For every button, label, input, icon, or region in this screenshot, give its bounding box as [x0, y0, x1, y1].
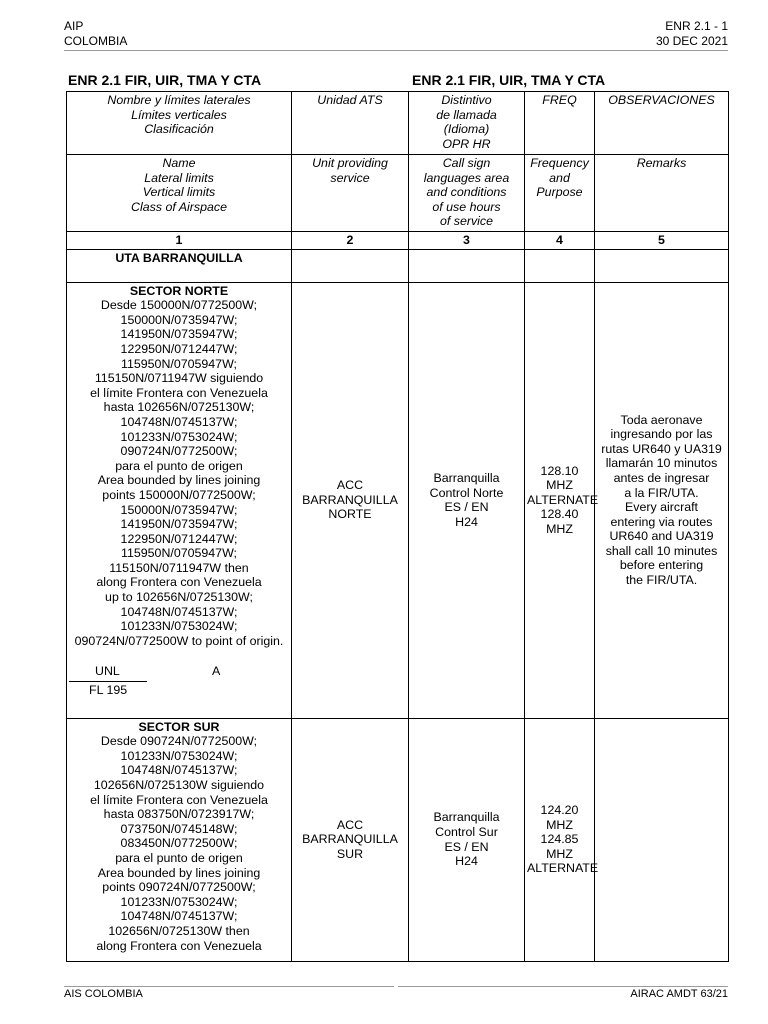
remarks-cell: [595, 718, 729, 961]
text-line: 124.20: [540, 803, 579, 818]
text-line: Class of Airspace: [131, 199, 227, 214]
text-line: Límites verticales: [131, 107, 227, 122]
text-line: 104748N/0745137W;: [120, 909, 238, 924]
header-en-col5: [595, 155, 729, 232]
text-line: BARRANQUILLA: [302, 492, 398, 507]
column-number: 4: [525, 232, 595, 250]
text-line: of service: [439, 214, 494, 229]
country-name: COLOMBIA: [64, 34, 128, 48]
footer-publisher: AIS COLOMBIA: [64, 988, 143, 1000]
text-line: Barranquilla: [433, 470, 500, 485]
text-line: 073750N/0745148W;: [120, 821, 238, 836]
header-en-col2: [292, 155, 409, 232]
header-divider: [64, 50, 728, 51]
text-line: Area bounded by lines joining: [97, 473, 261, 488]
text-line: Control Norte: [429, 485, 504, 500]
page-header-left: [64, 19, 127, 49]
text-line: entering via routes: [610, 514, 713, 529]
text-line: SUR: [336, 846, 364, 861]
empty-cell: [525, 249, 595, 282]
text-line: 122950N/0712447W;: [120, 531, 238, 546]
text-line: 102656N/0725130W then: [108, 923, 250, 938]
text-line: 102656N/0725130W siguiendo: [93, 777, 265, 792]
upper-limit: UNL: [95, 664, 120, 679]
header-row-english: [67, 155, 729, 232]
footer-amendment: AIRAC AMDT 63/21: [630, 988, 728, 1000]
uta-row: [67, 249, 729, 282]
header-es-col3: [409, 92, 525, 155]
unit-cell: [292, 718, 409, 961]
text-line: Clasificación: [144, 122, 214, 137]
table-row-sector-sur: [67, 718, 729, 961]
text-line: languages area: [423, 170, 510, 185]
text-line: the FIR/UTA.: [625, 573, 698, 588]
page-header-right: [656, 19, 728, 49]
text-line: Remarks: [636, 156, 687, 170]
text-line: 101233N/0753024W;: [120, 894, 238, 909]
text-line: Frequency: [530, 156, 589, 170]
text-line: 150000N/0735947W;: [120, 502, 238, 517]
text-line: Nombre y límites laterales: [107, 93, 251, 107]
text-line: ALTERNATE: [527, 861, 599, 876]
text-line: 128.10: [540, 463, 579, 478]
callsign-cell: [409, 282, 525, 718]
text-line: Area bounded by lines joining: [97, 865, 261, 880]
text-line: and conditions: [426, 185, 507, 200]
text-line: along Frontera con Venezuela: [96, 575, 262, 590]
header-es-col1: [67, 92, 292, 155]
airspace-table: [66, 91, 729, 962]
header-row-spanish: [67, 92, 729, 155]
text-line: Control Sur: [435, 825, 498, 839]
text-line: and: [549, 170, 570, 185]
text-line: 115950N/0705947W;: [121, 546, 237, 561]
header-en-col1: [67, 155, 292, 232]
text-line: up to 102656N/0725130W;: [105, 590, 253, 605]
text-line: 090724N/0772500W to point of origin.: [74, 633, 284, 648]
empty-cell: [595, 249, 729, 282]
text-line: para el punto de origen: [115, 850, 243, 865]
footer-divider-left: [64, 986, 394, 987]
text-line: 090724N/0772500W;: [120, 444, 238, 459]
text-line: ingresando por las: [610, 427, 713, 442]
text-line: UR640 and UA319: [609, 529, 714, 544]
lower-limit: FL 195: [89, 683, 128, 698]
text-line: of use hours: [432, 199, 501, 214]
text-line: along Frontera con Venezuela: [96, 938, 262, 953]
text-line: 122950N/0712447W;: [120, 341, 238, 356]
sector-title: SECTOR SUR: [138, 719, 220, 734]
header-es-col4: [525, 92, 595, 155]
text-line: MHZ: [546, 846, 573, 861]
text-line: 128.40: [540, 507, 579, 522]
text-line: 104748N/0745137W;: [120, 763, 238, 778]
text-line: Desde 090724N/0772500W;: [100, 734, 258, 749]
publication-name: AIP: [64, 19, 84, 33]
header-en-col3: [409, 155, 525, 232]
text-line: ACC: [336, 817, 364, 832]
empty-cell: [292, 249, 409, 282]
text-line: points 150000N/0772500W;: [102, 487, 256, 502]
text-line: Distintivo: [441, 93, 492, 107]
footer-divider-right: [398, 986, 728, 987]
text-line: FREQ: [542, 93, 577, 107]
text-line: OBSERVACIONES: [608, 93, 715, 107]
text-line: 150000N/0735947W;: [120, 312, 238, 327]
text-line: Vertical limits: [142, 185, 216, 200]
frequency-cell: [525, 718, 599, 961]
column-number: 5: [595, 232, 729, 250]
header-es-col5: [595, 92, 729, 155]
text-line: para el punto de origen: [115, 458, 243, 473]
text-line: 141950N/0735947W;: [120, 517, 238, 532]
section-title-left: ENR 2.1 FIR, UIR, TMA Y CTA: [68, 72, 262, 88]
text-line: 104748N/0745137W;: [120, 414, 238, 429]
limit-divider-line: [69, 681, 147, 682]
text-line: llamarán 10 minutos: [605, 456, 718, 471]
unit-cell: [292, 282, 409, 718]
text-line: hasta 083750N/0723917W;: [103, 807, 255, 822]
text-line: MHZ: [546, 817, 573, 832]
text-line: Desde 150000N/0772500W;: [100, 298, 258, 313]
table-row-sector-norte: [67, 282, 729, 718]
text-line: ACC: [336, 478, 364, 493]
text-line: MHZ: [546, 521, 573, 536]
text-line: Barranquilla: [433, 810, 500, 825]
text-line: shall call 10 minutes: [605, 543, 718, 558]
text-line: H24: [455, 854, 478, 869]
text-line: Unit providing: [312, 156, 388, 170]
airspace-class: A: [212, 664, 221, 679]
text-line: ES / EN: [444, 839, 489, 854]
text-line: 115950N/0705947W;: [121, 356, 237, 371]
text-line: 101233N/0753024W;: [120, 748, 238, 763]
section-title-right: ENR 2.1 FIR, UIR, TMA Y CTA: [412, 72, 606, 88]
text-line: 115150N/0711947W siguiendo: [94, 371, 264, 386]
lateral-limits-cell: [67, 718, 292, 961]
text-line: 083450N/0772500W;: [120, 836, 238, 851]
empty-cell: [409, 249, 525, 282]
sector-title: SECTOR NORTE: [129, 283, 229, 298]
text-line: Unidad ATS: [317, 93, 383, 107]
text-line: de llamada: [436, 107, 497, 122]
text-line: Purpose: [536, 185, 583, 200]
text-line: el límite Frontera con Venezuela: [90, 385, 268, 400]
text-line: MHZ: [546, 478, 573, 493]
text-line: H24: [455, 514, 478, 529]
text-line: el límite Frontera con Venezuela: [90, 792, 268, 807]
text-line: antes de ingresar: [613, 470, 710, 485]
text-line: 141950N/0735947W;: [120, 327, 238, 342]
remarks-cell: [595, 282, 729, 718]
text-line: ALTERNATE: [527, 492, 599, 507]
callsign-cell: [409, 718, 525, 961]
uta-name: UTA BARRANQUILLA: [67, 249, 292, 282]
text-line: points 090724N/0772500W;: [102, 880, 256, 895]
text-line: service: [330, 170, 370, 185]
frequency-cell: [525, 282, 599, 718]
text-line: 115150N/0711947W then: [109, 560, 249, 575]
vertical-limits: [69, 664, 289, 712]
header-es-col2: [292, 92, 409, 155]
text-line: Name: [162, 156, 196, 170]
page-reference: ENR 2.1 - 1: [665, 19, 728, 33]
lateral-limits-cell: [67, 282, 292, 718]
text-line: ES / EN: [444, 500, 489, 515]
text-line: hasta 102656N/0725130W;: [103, 400, 255, 415]
column-number-row: [67, 232, 729, 250]
text-line: 124.85: [540, 832, 579, 847]
header-en-col4: [525, 155, 595, 232]
publication-date: 30 DEC 2021: [655, 34, 728, 48]
text-line: NORTE: [328, 507, 372, 522]
column-number: 1: [67, 232, 292, 250]
text-line: OPR HR: [442, 136, 491, 151]
text-line: 101233N/0753024W;: [120, 619, 238, 634]
lateral-limits-text: [69, 734, 289, 953]
text-line: before entering: [619, 558, 704, 573]
text-line: BARRANQUILLA: [302, 832, 398, 847]
lateral-limits-text: [69, 298, 289, 648]
text-line: (Idioma): [443, 122, 490, 137]
column-number: 2: [292, 232, 409, 250]
text-line: 101233N/0753024W;: [120, 429, 238, 444]
column-number: 3: [409, 232, 525, 250]
text-line: Lateral limits: [144, 170, 214, 185]
text-line: rutas UR640 y UA319: [601, 441, 722, 456]
text-line: Call sign: [442, 156, 491, 170]
text-line: 104748N/0745137W;: [120, 604, 238, 619]
text-line: Toda aeronave: [620, 412, 703, 427]
text-line: Every aircraft: [625, 500, 698, 515]
text-line: a la FIR/UTA.: [624, 485, 699, 500]
